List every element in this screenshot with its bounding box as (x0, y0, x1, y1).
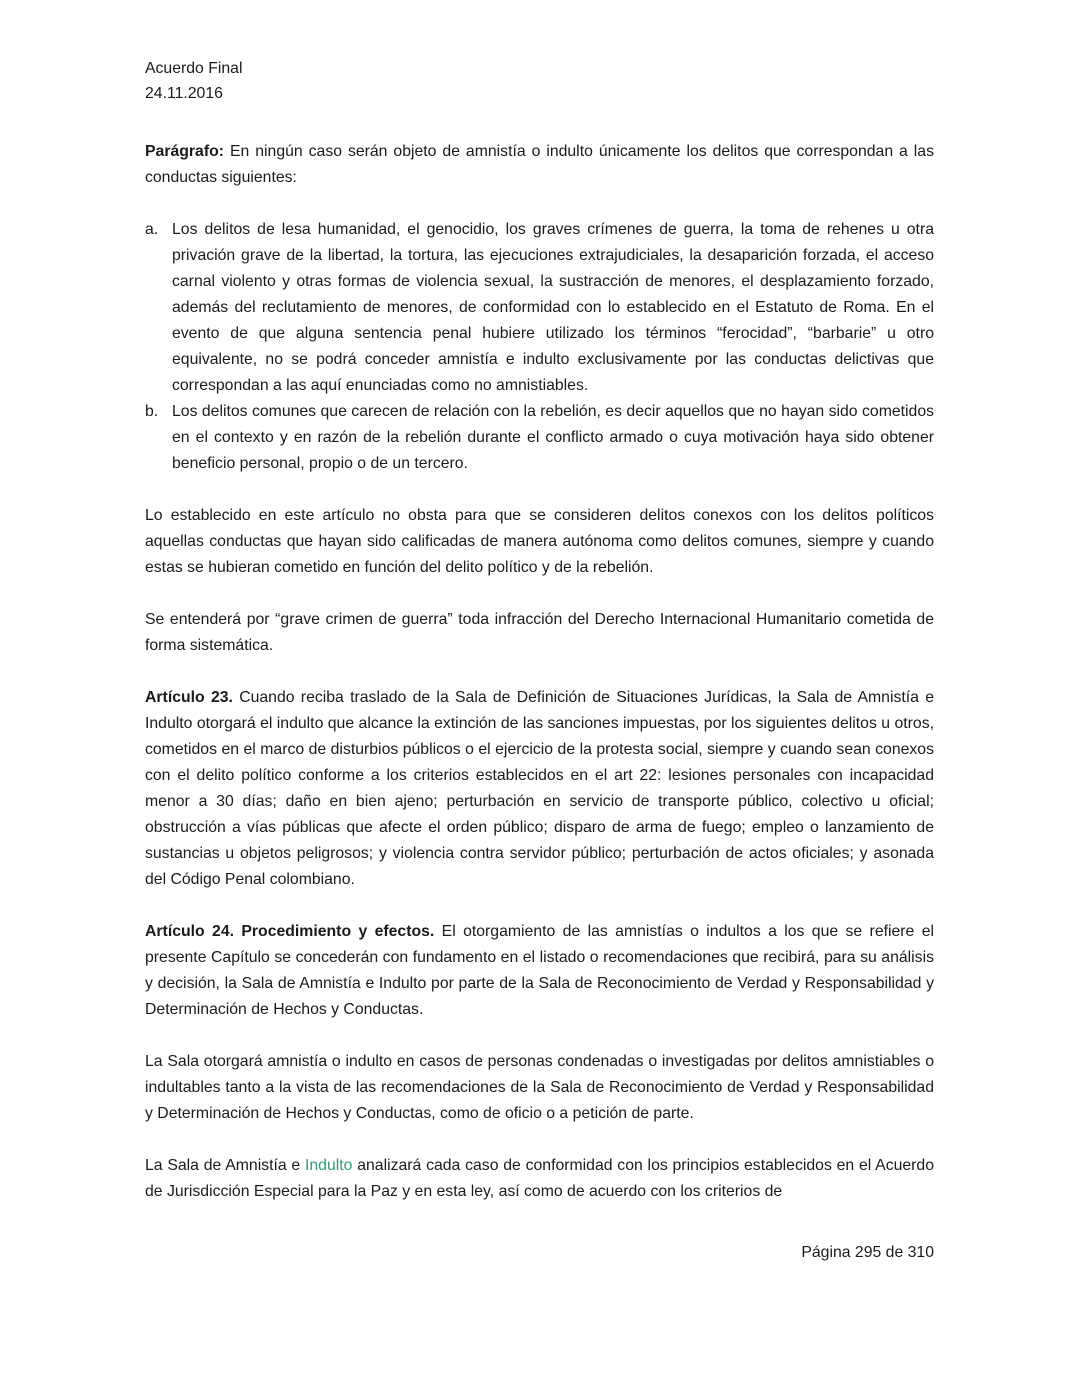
paragraph-paragrafo (145, 139, 934, 191)
page-footer (801, 1240, 934, 1265)
list-text-b: Los delitos comunes que carecen de relación con la rebelión, es decir aquellos que no hayan sido cometidos en el contexto y en razón de la rebelión durante el conflicto armado o cuya motivación haya sido obtener beneficio personal, propio o de un tercero. (172, 403, 934, 472)
document-title: Acuerdo Final (145, 60, 243, 77)
articulo-23-lead: Artículo 23. (145, 689, 233, 706)
list-marker-a: a. (145, 221, 159, 238)
paragrafo-lead: Parágrafo: (145, 143, 225, 160)
sala-analizara-pre: La Sala de Amnistía e (145, 1157, 305, 1174)
sala-analizara-post: analizará cada caso de conformidad con los principios establecidos en el Acuerdo de Jurisdicción Especial para la Paz y en esta ley, así como de acuerdo con los criterios de (145, 1157, 934, 1200)
list-marker-b: b. (145, 403, 159, 420)
highlighted-word-indulto: Indulto (305, 1157, 353, 1174)
amnesty-exclusions-list (145, 217, 934, 477)
list-item-a (145, 217, 934, 399)
document-date: 24.11.2016 (145, 85, 223, 102)
paragraph-sala-analizara (145, 1153, 934, 1205)
list-item-b (145, 399, 934, 477)
paragraph-sala-otorgara: La Sala otorgará amnistía o indulto en casos de personas condenadas o investigadas por delitos amnistiables o indultables tanto a la vista de las recomendaciones de la Sala de Reconocimiento de Verdad y Responsabilidad y Determinación de Hechos y Conductas, como de oficio o a petición de parte. (145, 1053, 934, 1122)
articulo-24-lead: Artículo 24. Procedimiento y efectos. (145, 923, 435, 940)
paragraph-articulo-24 (145, 919, 934, 1023)
document-header (145, 56, 934, 106)
list-text-a: Los delitos de lesa humanidad, el genocidio, los graves crímenes de guerra, la toma de rehenes u otra privación grave de la libertad, la tortura, las ejecuciones extrajudiciales, la desaparición forzada, el acceso carnal violento y otras formas de violencia sexual, la sustracción de menores, el desplazamiento forzado, además del reclutamiento de menores, de conformidad con lo establecido en el Estatuto de Roma. En el evento de que alguna sentencia penal hubiere utilizado los términos “ferocidad”, “barbarie” u otro equivalente, no se podrá conceder amnistía e indulto exclusivamente por las conductas delictivas que correspondan a las aquí enunciadas como no amnistiables. (172, 221, 934, 394)
paragraph-delitos-conexos: Lo establecido en este artículo no obsta para que se consideren delitos conexos con los delitos políticos aquellas conductas que hayan sido calificadas de manera autónoma como delitos comunes, siempre y cuando estas se hubieran cometido en función del delito político y de la rebelión. (145, 507, 934, 576)
paragraph-articulo-23 (145, 685, 934, 893)
articulo-24-text: El otorgamiento de las amnistías o indultos a los que se refiere el presente Capítulo se concederán con fundamento en el listado o recomendaciones que recibirá, para su análisis y decisión, la Sala de Amnistía e Indulto por parte de la Sala de Reconocimiento de Verdad y Responsabilidad y Determinación de Hechos y Conductas. (145, 923, 934, 1018)
page-number: Página 295 de 310 (801, 1244, 934, 1261)
paragraph-grave-crimen: Se entenderá por “grave crimen de guerra” toda infracción del Derecho Internacional Humanitario cometida de forma sistemática. (145, 611, 934, 654)
paragrafo-text: En ningún caso serán objeto de amnistía o indulto únicamente los delitos que correspondan a las conductas siguientes: (145, 143, 934, 186)
articulo-23-text: Cuando reciba traslado de la Sala de Definición de Situaciones Jurídicas, la Sala de Amnistía e Indulto otorgará el indulto que alcance la extinción de las sanciones impuestas, por los siguientes delitos u otros, cometidos en el marco de disturbios públicos o el ejercicio de la protesta social, siempre y cuando sean conexos con el delito político conforme a los criterios establecidos en el art 22: lesiones personales con incapacidad menor a 30 días; daño en bien ajeno; perturbación en servicio de transporte público, colectivo u oficial; obstrucción a vías públicas que afecte el orden público; disparo de arma de fuego; empleo o lanzamiento de sustancias u objetos peligrosos; y violencia contra servidor público; perturbación de actos oficiales; y asonada del Código Penal colombiano. (145, 689, 935, 888)
